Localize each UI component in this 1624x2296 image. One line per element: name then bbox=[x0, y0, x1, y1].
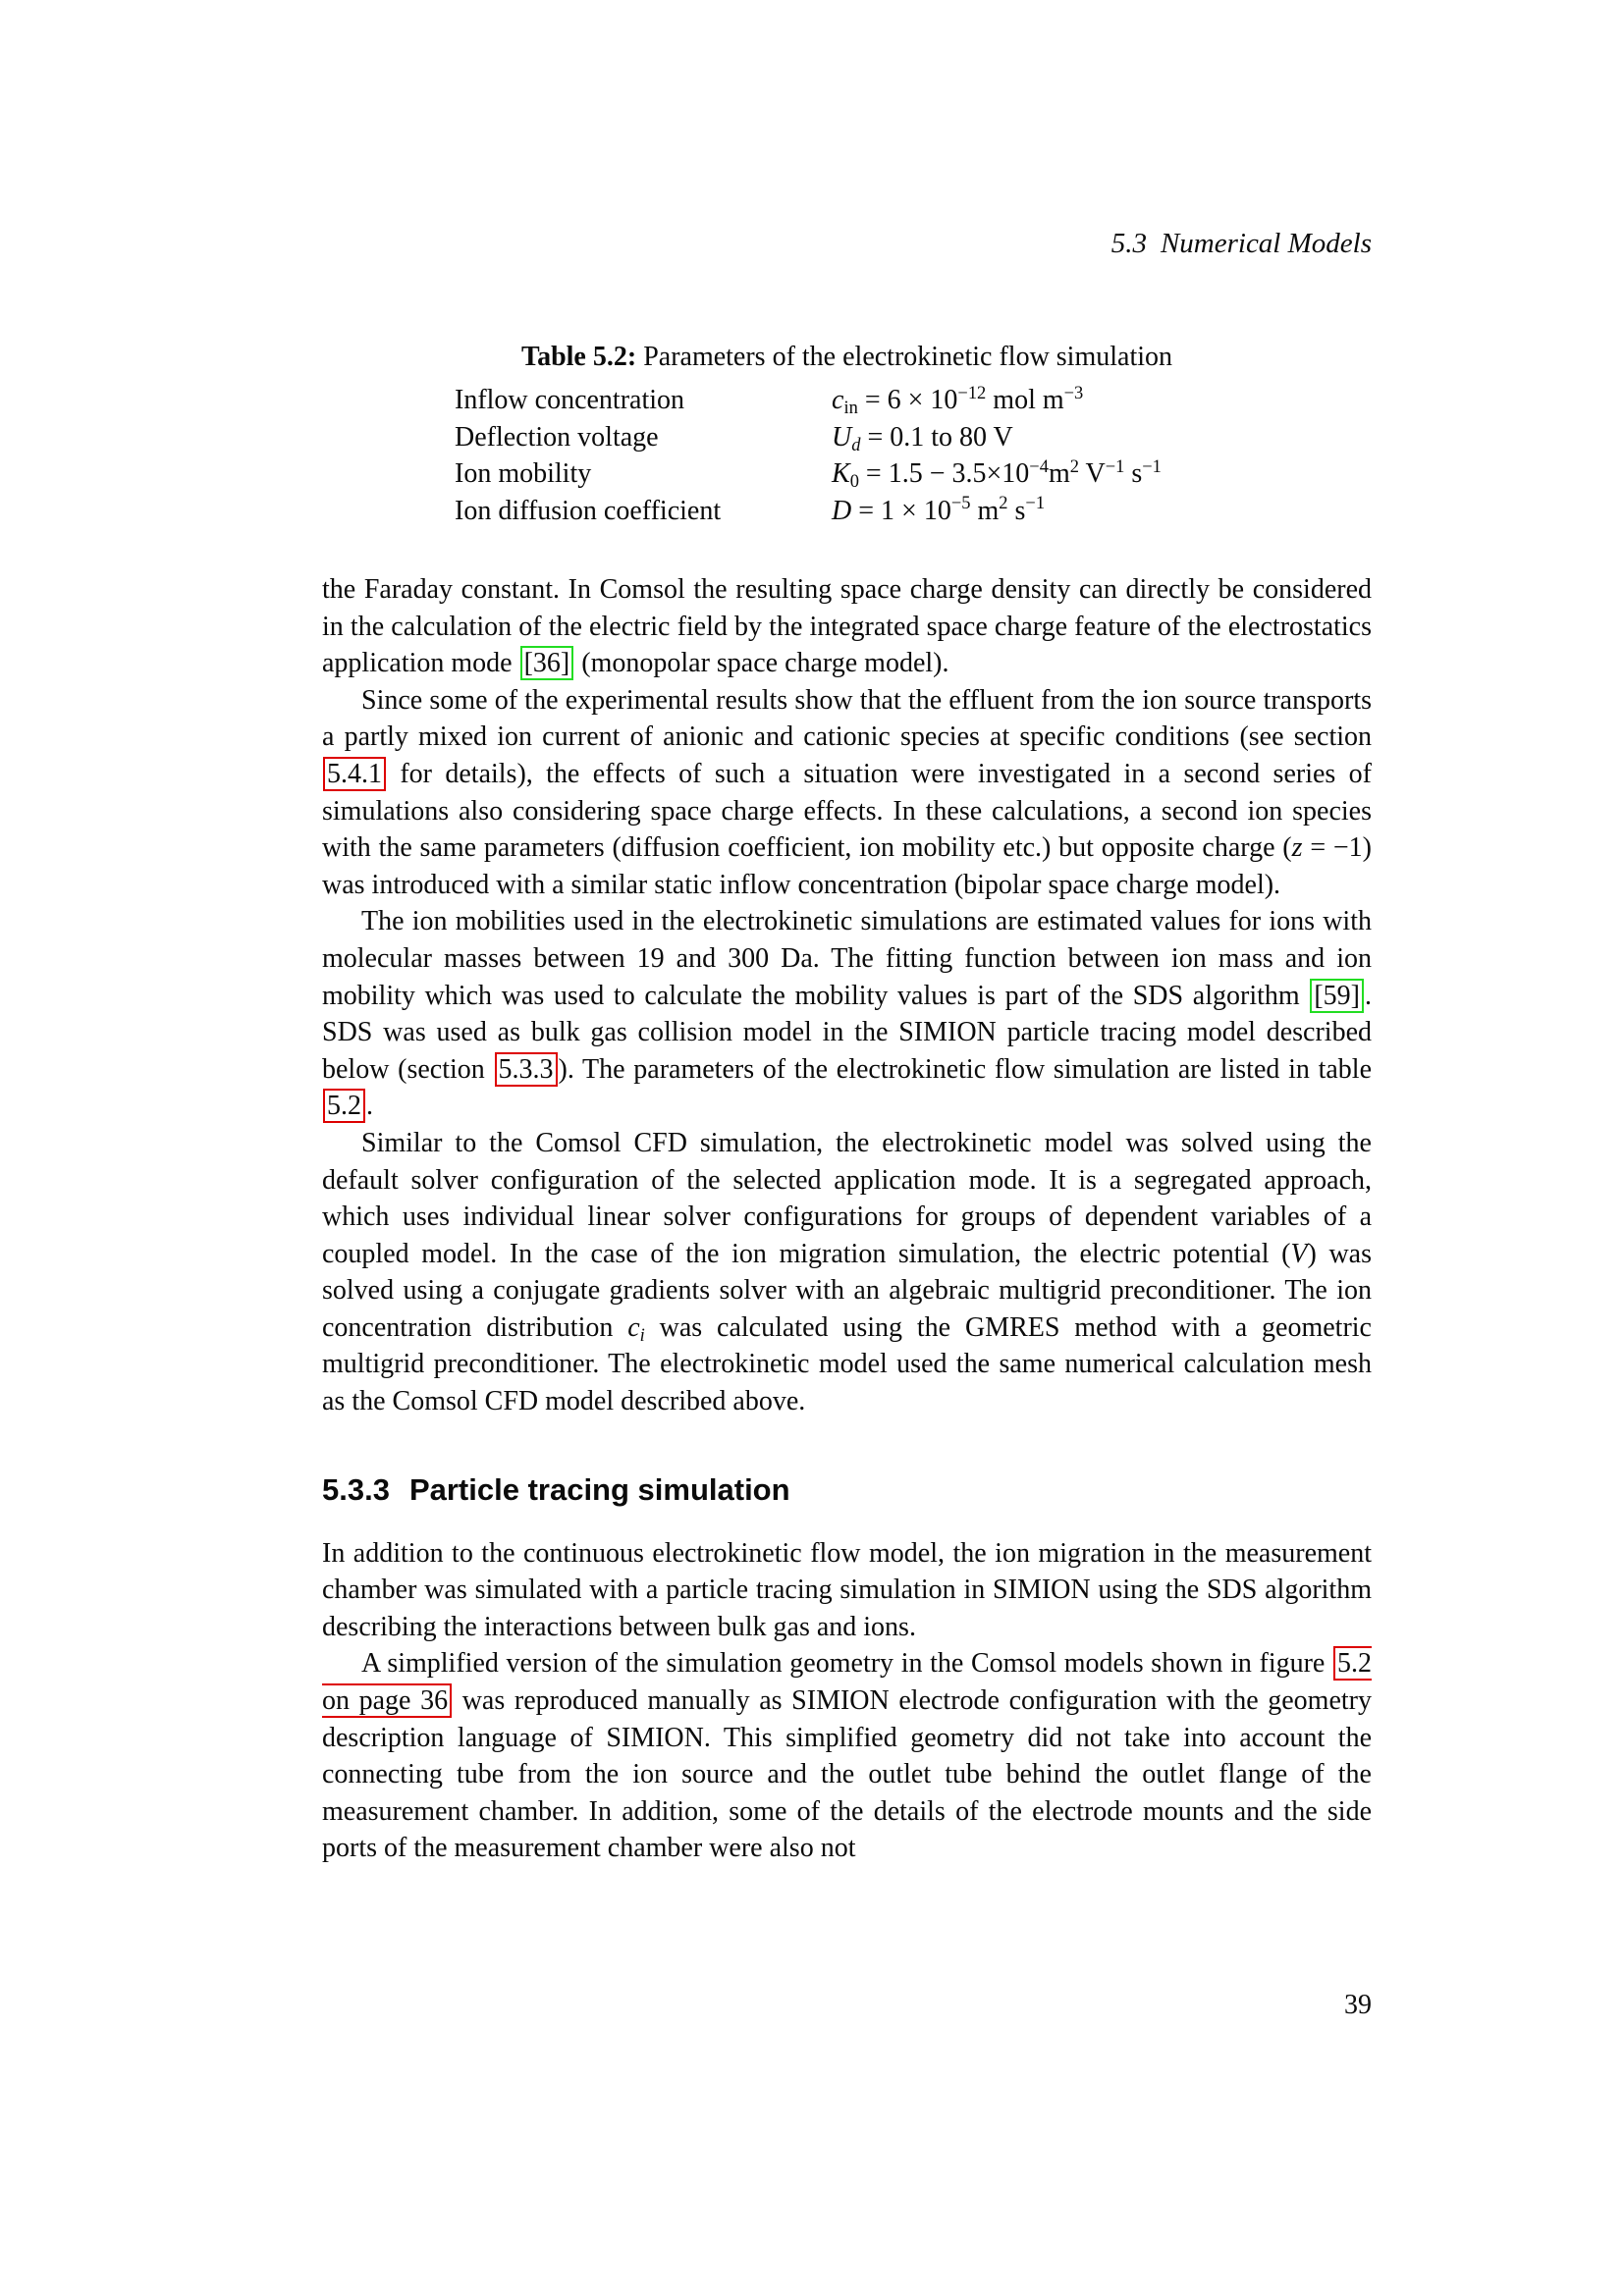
table-row bbox=[455, 493, 1372, 530]
body-text bbox=[322, 571, 1372, 1867]
paragraph bbox=[322, 903, 1372, 1125]
table-row bbox=[455, 382, 1372, 419]
text-run: = 1 × 10 bbox=[851, 495, 951, 526]
subscript: in bbox=[843, 398, 858, 418]
parameter-name: Ion mobility bbox=[455, 458, 592, 489]
text-run: ). The parameters of the electrokinetic flow simulation are listed in table bbox=[558, 1053, 1373, 1085]
page-number: 39 bbox=[1344, 1990, 1372, 2020]
text-run: ) was solved using a conjugate gradients solver with an algebraic multigrid preconditioner. The ion concentration distribution bbox=[322, 1238, 1373, 1343]
math-variable: K bbox=[832, 458, 850, 489]
text-run: m bbox=[970, 495, 1000, 526]
text-run: In addition to the continuous electrokinetic flow model, the ion migration in the measurement chamber was simulated with a particle tracing simulation in SIMION using the SDS algorithm describing the interactions between bulk gas and ions. bbox=[322, 1537, 1372, 1642]
math-variable: c bbox=[627, 1311, 640, 1343]
table-caption-label: Table 5.2: bbox=[520, 342, 637, 372]
text-run: V bbox=[1078, 458, 1106, 489]
parameter-table bbox=[322, 341, 1372, 529]
cross-reference-link[interactable]: 5.2 bbox=[323, 1089, 365, 1123]
superscript: −1 bbox=[1025, 493, 1046, 513]
running-header-section-title: Numerical Models bbox=[1160, 228, 1372, 259]
paragraph bbox=[322, 1645, 1372, 1867]
table-row bbox=[455, 419, 1372, 456]
citation-link[interactable]: [36] bbox=[520, 646, 574, 680]
text-run: mol m bbox=[986, 385, 1064, 415]
table-rows bbox=[455, 382, 1372, 529]
body-top-paragraphs bbox=[322, 571, 1372, 1420]
superscript: −5 bbox=[950, 493, 971, 513]
text-run: . SDS was used as bulk gas collision model in the SIMION particle tracing model described below (section bbox=[322, 980, 1372, 1085]
parameter-value bbox=[832, 419, 1372, 456]
table-caption-text: Parameters of the electrokinetic flow simulation bbox=[636, 342, 1173, 372]
text-run: m bbox=[1048, 458, 1070, 489]
text-run: s bbox=[1007, 495, 1026, 526]
text-run: (monopolar space charge model). bbox=[574, 648, 949, 679]
running-header-section-number: 5.3 bbox=[1110, 228, 1147, 259]
text-run: Since some of the experimental results show that the effluent from the ion source transports a partly mixed ion current of anionic and cationic species at specific conditions (see section bbox=[322, 684, 1372, 753]
cross-reference-link[interactable]: 5.4.1 bbox=[323, 757, 386, 791]
paragraph bbox=[322, 1125, 1372, 1420]
text-run: for details), the effects of such a situation were investigated in a second series of simulations also considering space charge effects. In these calculations, a second ion species with the same parameters (diffusion coefficient, ion mobility etc.) but opposite charge ( bbox=[322, 758, 1372, 864]
math-variable: V bbox=[1290, 1238, 1308, 1269]
superscript: −1 bbox=[1105, 455, 1125, 476]
text-run: was reproduced manually as SIMION electrode configuration with the geometry description language of SIMION. This simplified geometry did not take into account the connecting tube from the ion source and the outlet tube behind the outlet flange of the measurement chamber. In addition, some of the details of the electrode mounts and the side ports of the measurement chamber were also not bbox=[322, 1685, 1372, 1864]
parameter-name: Deflection voltage bbox=[455, 421, 659, 453]
text-run: = −1) was introduced with a similar static inflow concentration (bipolar space charge model). bbox=[322, 832, 1373, 900]
text-run: . bbox=[366, 1091, 373, 1122]
text-run: s bbox=[1124, 458, 1143, 489]
running-header bbox=[322, 227, 1372, 260]
text-run: was calculated using the GMRES method with a geometric multigrid preconditioner. The electrokinetic model used the same numerical calculation mesh as the Comsol CFD model described above. bbox=[322, 1311, 1372, 1417]
math-variable: z bbox=[1291, 832, 1303, 864]
superscript: 2 bbox=[999, 493, 1008, 513]
text-run: = 6 × 10 bbox=[857, 385, 958, 415]
text-run: A simplified version of the simulation geometry in the Comsol models shown in figure bbox=[361, 1648, 1332, 1680]
table-row bbox=[455, 455, 1372, 493]
section-heading-title: Particle tracing simulation bbox=[408, 1471, 790, 1507]
citation-link[interactable]: [59] bbox=[1310, 979, 1364, 1013]
body-bottom-paragraphs bbox=[322, 1535, 1372, 1867]
cross-reference-link[interactable]: 5.2 on page 36 bbox=[322, 1648, 1372, 1717]
text-run: the Faraday constant. In Comsol the resulting space charge density can directly be considered in the calculation of the electric field by the integrated space charge feature of the electrostatics application mode bbox=[322, 574, 1372, 679]
parameter-name: Inflow concentration bbox=[455, 385, 685, 415]
text-run: Similar to the Comsol CFD simulation, the electrokinetic model was solved using the default solver configuration of the selected application mode. It is a segregated approach, which uses individual linear solver configurations for groups of dependent variables of a coupled model. In the case of the ion migration simulation, the electric potential ( bbox=[322, 1127, 1372, 1269]
text-run: The ion mobilities used in the electrokinetic simulations are estimated values for ions with molecular masses between 19 and 300 Da. The fitting function between ion mass and ion mobility which was used to calculate the mobility values is part of the SDS algorithm bbox=[322, 906, 1372, 1011]
section-heading bbox=[322, 1471, 1372, 1509]
math-variable: c bbox=[832, 385, 844, 415]
section-heading-number: 5.3.3 bbox=[322, 1471, 390, 1507]
parameter-name: Ion diffusion coefficient bbox=[455, 495, 722, 526]
paragraph bbox=[322, 571, 1372, 682]
math-variable: D bbox=[832, 495, 852, 526]
subscript: d bbox=[851, 434, 861, 454]
text-run: = 1.5 − 3.5×10 bbox=[858, 458, 1030, 489]
parameter-value bbox=[832, 493, 1372, 530]
subscript: i bbox=[639, 1325, 645, 1346]
text-run: = 0.1 to 80 V bbox=[860, 421, 1013, 453]
superscript: −4 bbox=[1029, 455, 1049, 476]
superscript: −12 bbox=[957, 382, 987, 402]
math-variable: U bbox=[832, 421, 852, 453]
table-caption bbox=[322, 341, 1372, 374]
parameter-value bbox=[832, 382, 1372, 419]
parameter-value bbox=[832, 455, 1372, 493]
paragraph bbox=[322, 1535, 1372, 1646]
superscript: −1 bbox=[1142, 455, 1162, 476]
cross-reference-link[interactable]: 5.3.3 bbox=[495, 1052, 558, 1087]
superscript: 2 bbox=[1069, 455, 1079, 476]
subscript: 0 bbox=[849, 471, 859, 492]
paragraph bbox=[322, 682, 1372, 904]
superscript: −3 bbox=[1063, 382, 1084, 402]
